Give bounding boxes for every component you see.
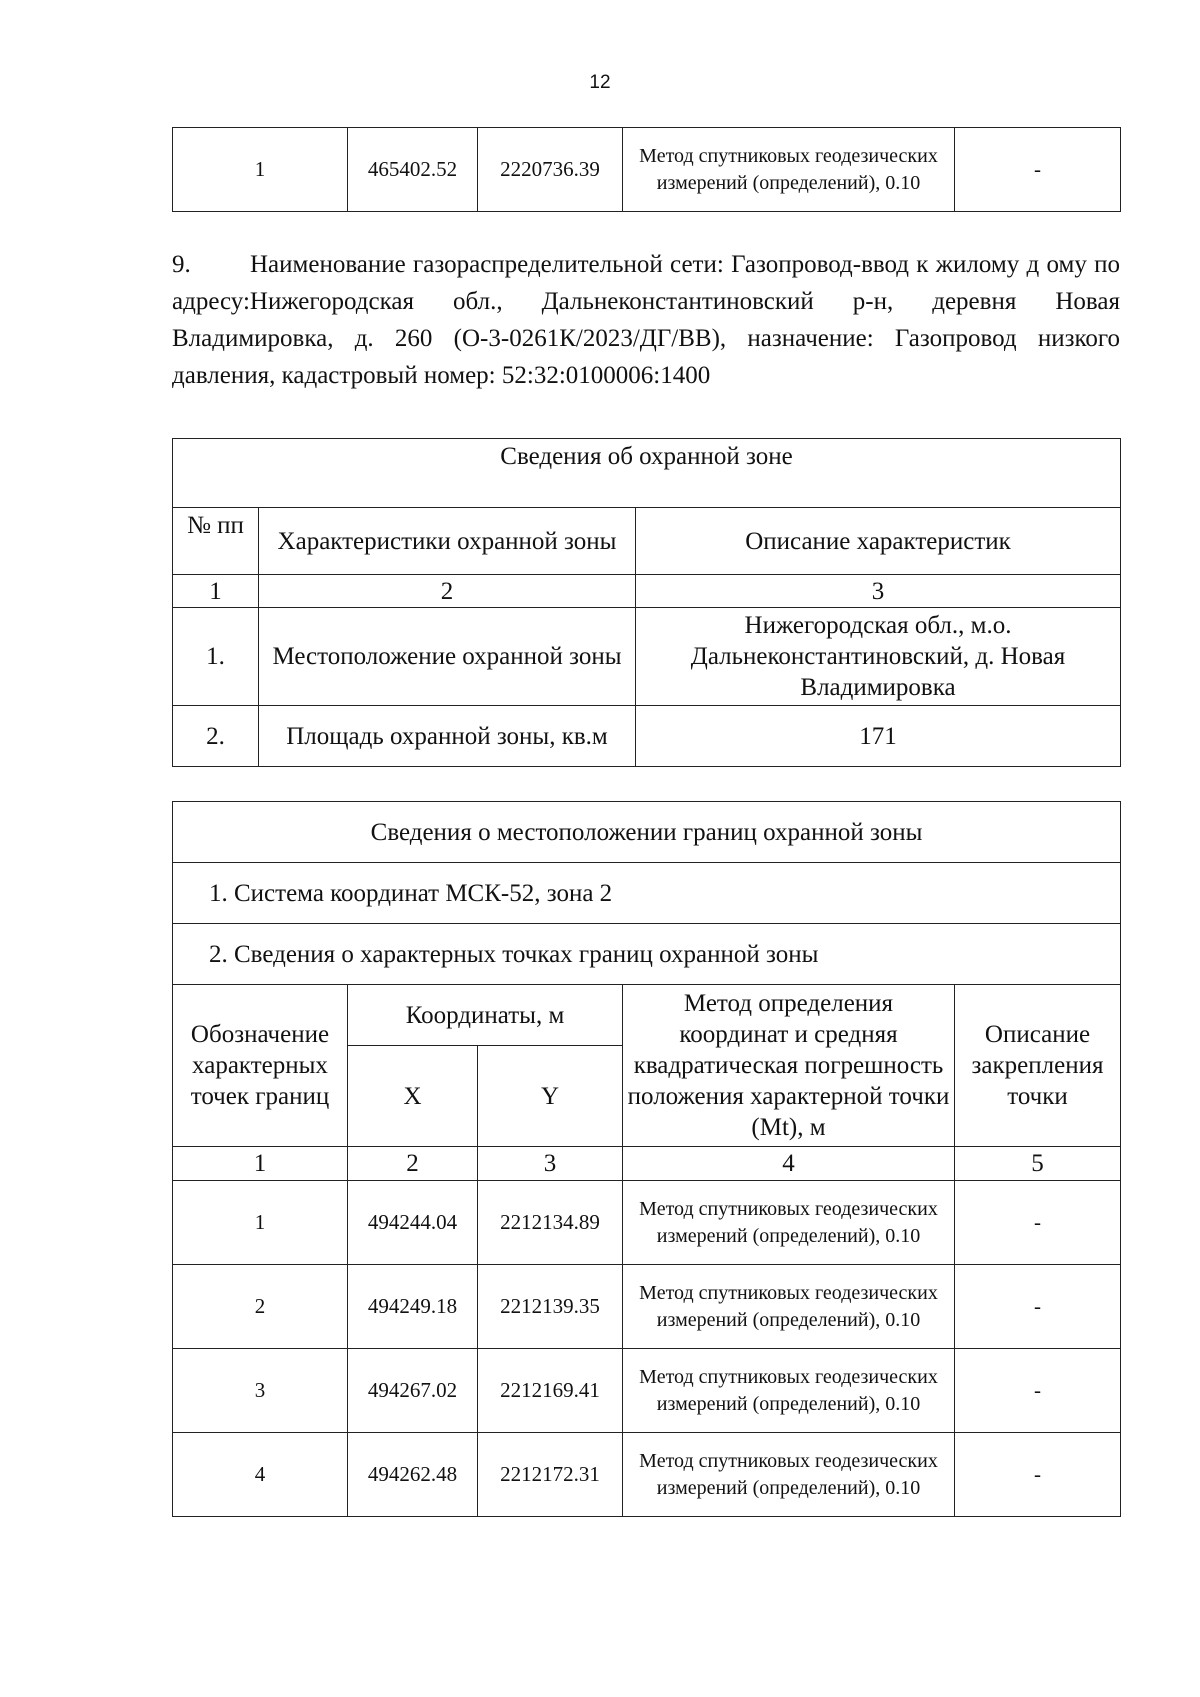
- method-cell: Метод спутниковых геодезических измерений (определений), 0.10: [623, 1433, 955, 1517]
- zone-table-title: Сведения об охранной зоне: [173, 439, 1121, 508]
- col-number: 2: [259, 575, 636, 608]
- header-x: X: [348, 1046, 478, 1147]
- description-cell: -: [955, 1265, 1121, 1349]
- col-number: 5: [955, 1147, 1121, 1181]
- coord-y: 2212139.35: [478, 1265, 623, 1349]
- table-row: [173, 1349, 1121, 1433]
- table-row: [173, 1265, 1121, 1349]
- coordinate-system: 1. Система координат МСК-52, зона 2: [173, 863, 1121, 924]
- header-description: Описание характеристик: [636, 508, 1121, 575]
- point-number: 2: [173, 1265, 348, 1349]
- method-cell: Метод спутниковых геодезических измерений (определений), 0.10: [623, 1349, 955, 1433]
- coord-x: 494262.48: [348, 1433, 478, 1517]
- description-cell: -: [955, 1433, 1121, 1517]
- header-y: Y: [478, 1046, 623, 1147]
- col-number: 1: [173, 1147, 348, 1181]
- zone-info-table: [172, 438, 1121, 767]
- row-number: 1.: [173, 608, 259, 706]
- method-cell: Метод спутниковых геодезических измерений (определений), 0.10: [623, 1181, 955, 1265]
- coordinates-table-continuation: [172, 127, 1121, 212]
- point-number: 4: [173, 1433, 348, 1517]
- table-row: [173, 608, 1121, 706]
- description-cell: -: [955, 128, 1121, 212]
- paragraph-number: 9.: [172, 251, 191, 278]
- network-description: [172, 246, 1120, 394]
- col-number: 1: [173, 575, 259, 608]
- col-number: 3: [636, 575, 1121, 608]
- description-cell: -: [955, 1181, 1121, 1265]
- row-number: 2.: [173, 706, 259, 767]
- coords-table-title: Сведения о местоположении границ охранной зоны: [173, 802, 1121, 863]
- header-designation: Обозначение характерных точек границ: [173, 985, 348, 1147]
- header-number: № пп: [173, 508, 259, 575]
- coord-y: 2220736.39: [478, 128, 623, 212]
- coord-y: 2212169.41: [478, 1349, 623, 1433]
- header-method: Метод определения координат и средняя квадратическая погрешность положения характерной точки (Mt), м: [623, 985, 955, 1147]
- table-row: [173, 128, 1121, 212]
- col-number: 3: [478, 1147, 623, 1181]
- table-row: [173, 706, 1121, 767]
- col-number: 2: [348, 1147, 478, 1181]
- table-row: [173, 1181, 1121, 1265]
- description-cell: -: [955, 1349, 1121, 1433]
- coord-y: 2212172.31: [478, 1433, 623, 1517]
- header-coordinates: Координаты, м: [348, 985, 623, 1046]
- coord-x: 494244.04: [348, 1181, 478, 1265]
- header-characteristics: Характеристики охранной зоны: [259, 508, 636, 575]
- paragraph-text: Наименование газораспределительной сети: Газопровод-ввод к жилому д ому по адресу:Нижегородская обл., Дальнеконстантиновский р-н, деревня Новая Владимировка, д. 260 (О-3-0261К/2023/ДГ/ВВ), назначение: Газопровод низкого давления, кадастровый номер: 52:32:0100006:1400: [172, 251, 1120, 389]
- coord-x: 465402.52: [348, 128, 478, 212]
- col-number: 4: [623, 1147, 955, 1181]
- coord-x: 494267.02: [348, 1349, 478, 1433]
- point-number: 1: [173, 1181, 348, 1265]
- page-number: 12: [589, 72, 611, 93]
- point-number: 1: [173, 128, 348, 212]
- row-value: Нижегородская обл., м.о. Дальнеконстантиновский, д. Новая Владимировка: [636, 608, 1121, 706]
- row-value: 171: [636, 706, 1121, 767]
- coord-y: 2212134.89: [478, 1181, 623, 1265]
- points-title: 2. Сведения о характерных точках границ охранной зоны: [173, 924, 1121, 985]
- header-fixing-description: Описание закрепления точки: [955, 985, 1121, 1147]
- boundary-coordinates-table: [172, 801, 1121, 1517]
- point-number: 3: [173, 1349, 348, 1433]
- coord-x: 494249.18: [348, 1265, 478, 1349]
- method-cell: Метод спутниковых геодезических измерений (определений), 0.10: [623, 128, 955, 212]
- method-cell: Метод спутниковых геодезических измерений (определений), 0.10: [623, 1265, 955, 1349]
- table-row: [173, 1433, 1121, 1517]
- row-name: Местоположение охранной зоны: [259, 608, 636, 706]
- row-name: Площадь охранной зоны, кв.м: [259, 706, 636, 767]
